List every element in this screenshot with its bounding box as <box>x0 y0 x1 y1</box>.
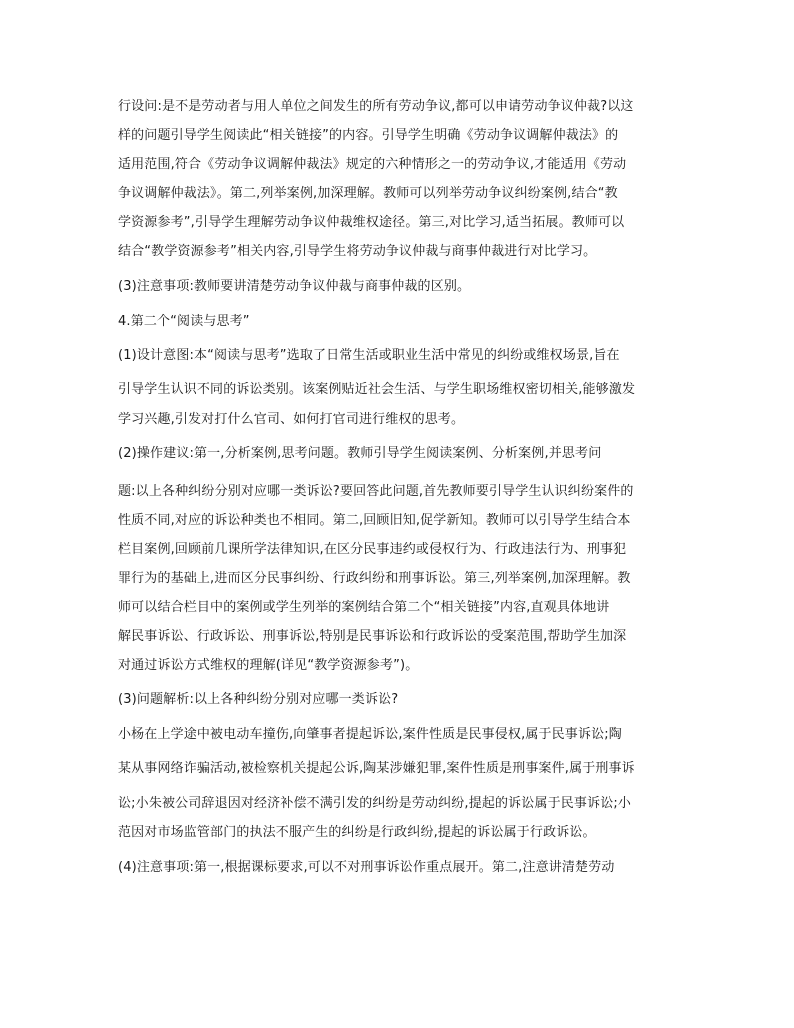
paragraph-line: 学资源参考”,引导学生理解劳动争议仲裁维权途径。第三,对比学习,适当拓展。教师可以 <box>118 215 625 230</box>
section-heading: 4.第二个“阅读与思考” <box>118 314 250 329</box>
paragraph-line: 行设问:是不是劳动者与用人单位之间发生的所有劳动争议,都可以申请劳动争议仲裁?以这 <box>118 99 634 114</box>
paragraph-line: 结合“教学资源参考”相关内容,引导学生将劳动争议仲裁与商事仲裁进行对比学习。 <box>118 244 597 259</box>
paragraph-line: (3)问题解析:以上各种纠纷分别对应哪一类诉讼? <box>118 692 399 707</box>
paragraph-line: (1)设计意图:本“阅读与思考”选取了日常生活或职业生活中常见的纠纷或维权场景,旨在 <box>118 348 620 363</box>
paragraph-line: 题:以上各种纠纷分别对应哪一类诉讼?要回答此问题,首先教师要引导学生认识纠纷案件的 <box>118 484 634 499</box>
paragraph-line: 解民事诉讼、行政诉讼、刑事诉讼,特别是民事诉讼和行政诉讼的受案范围,帮助学生加深 <box>118 629 627 644</box>
paragraph-line: 小杨在上学途中被电动车撞伤,向肇事者提起诉讼,案件性质是民事侵权,属于民事诉讼;陶 <box>118 727 622 742</box>
paragraph-line: 样的问题引导学生阅读此“相关链接”的内容。引导学生明确《劳动争议调解仲裁法》的 <box>118 128 619 143</box>
paragraph-line: (3)注意事项:教师要讲清楚劳动争议仲裁与商事仲裁的区别。 <box>118 279 471 294</box>
paragraph-line: 争议调解仲裁法》。第二,列举案例,加深理解。教师可以列举劳动争议纠纷案例,结合“教 <box>118 186 618 201</box>
paragraph-line: 某从事网络诈骗活动,被检察机关提起公诉,陶某涉嫌犯罪,案件性质是刑事案件,属于刑事诉 <box>118 761 635 776</box>
paragraph-line: (2)操作建议:第一,分析案例,思考问题。教师引导学生阅读案例、分析案例,并思考问 <box>118 446 602 461</box>
paragraph-line: 性质不同,对应的诉讼种类也不相同。第二,回顾旧知,促学新知。教师可以引导学生结合本 <box>118 513 631 528</box>
paragraph-line: 对通过诉讼方式维权的理解(详见“教学资源参考”)。 <box>118 658 419 673</box>
paragraph-line: 引导学生认识不同的诉讼类别。该案例贴近社会生活、与学生职场维权密切相关,能够激发 <box>118 382 636 397</box>
paragraph-line: 范因对市场监管部门的执法不服产生的纠纷是行政纠纷,提起的诉讼属于行政诉讼。 <box>118 825 596 840</box>
paragraph-line: 学习兴趣,引发对打什么官司、如何打官司进行维权的思考。 <box>118 412 465 427</box>
paragraph-line: 讼;小朱被公司辞退因对经济补偿不满引发的纠纷是劳动纠纷,提起的诉讼属于民事诉讼;小 <box>118 796 632 811</box>
paragraph-line: 师可以结合栏目中的案例或学生列举的案例结合第二个“相关链接”内容,直观具体地讲 <box>118 600 610 615</box>
paragraph-line: 栏目案例,回顾前几课所学法律知识,在区分民事违约或侵权行为、行政违法行为、刑事犯 <box>118 542 627 557</box>
paragraph-line: (4)注意事项:第一,根据课标要求,可以不对刑事诉讼作重点展开。第二,注意讲清楚劳动 <box>118 860 615 875</box>
paragraph-line: 适用范围,符合《劳动争议调解仲裁法》规定的六种情形之一的劳动争议,才能适用《劳动 <box>118 157 627 172</box>
paragraph-line: 罪行为的基础上,进而区分民事纠纷、行政纠纷和刑事诉讼。第三,列举案例,加深理解。教 <box>118 571 631 586</box>
